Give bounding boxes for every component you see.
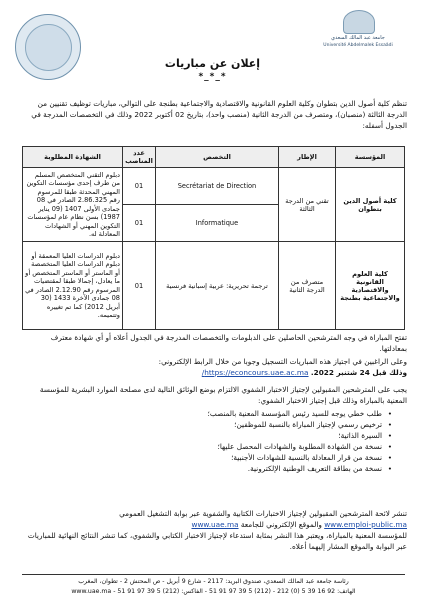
- col-grade: الإطار: [279, 147, 336, 168]
- table-cell: تقني من الدرجة الثالثة: [279, 168, 336, 242]
- publication-paragraph: [22, 508, 407, 552]
- table-cell: متصرف من الدرجة الثانية: [279, 242, 336, 330]
- title-separator: *_*_*: [198, 72, 227, 82]
- table-cell: 01: [123, 205, 156, 242]
- positions-table: [22, 146, 405, 330]
- university-link[interactable]: www.uae.ma: [191, 520, 239, 529]
- publication-line1: تنشر لائحة المترشحين المقبولين لإجتياز الاختبارات الكتابية والشفوية عبر بوابة التشغيل العمومي: [119, 509, 407, 518]
- col-specialty: التخصص: [156, 147, 279, 168]
- table-cell: دبلوم التقني المتخصص المسلم من طرف إحدى مؤسسات التكوين المهني المحدثة طبقا للمرسوم رقم 2.86.325 الصادر في 08 جمادى الأولى 1407 (09 يناير 1987) بسن نظام عام لمؤسسات التكوين المهني أو الشهادات المعادلة له.: [23, 168, 123, 242]
- registration-paragraph: [22, 356, 407, 378]
- list-item: • نسخة من بطاقة التعريف الوطنية الإلكترونية.: [22, 463, 392, 474]
- table-cell: كلية العلوم القانونية والاقتصادية والاجتماعية بطنجة: [336, 242, 405, 330]
- documents-intro: يجب على المترشحين المقبولين لإجتياز الاختبار الشفوي الالتزام بوضع الوثائق التالية لدى مصلحة الموارد البشرية للمؤسسة المعنية بالمباراة وذلك قبل إجتياز الاختبار الشفوي:: [39, 385, 407, 405]
- publication-line2: والموقع الإلكتروني للجامعة: [240, 520, 322, 529]
- publication-line3: للمؤسسة المعنية بالمباراة، ويعتبر هذا النشر بمثابة استدعاء لإجتياز الاختبار الكتابي والشفوي، كما تنشر النتائج النهائية للمباريات عبر البوابة والموقع المشار إليهما أعلاه.: [27, 531, 407, 551]
- table-cell: 01: [123, 168, 156, 205]
- logo-mark-icon: [343, 10, 375, 34]
- logo-text-fr: Université Abdelmalek Essaâdi: [323, 43, 393, 48]
- table-cell: كلية أصول الدين بتطوان: [336, 168, 405, 242]
- list-item: • طلب خطي يوجه للسيد رئيس المؤسسة المعنية بالمنصب؛: [22, 408, 392, 419]
- footer-address: رئاسة جامعة عبد المالك السعدي، صندوق البريد: 2117 - شارع 9 أبريل - ص المحتش 2 - تطوان، المغرب: [78, 578, 349, 585]
- table-cell: ترجمة تحريرية: عربية إسبانية فرنسية: [156, 242, 279, 330]
- table-cell: Secrétariat de Direction: [156, 168, 279, 205]
- footer-divider: [22, 574, 405, 575]
- logo-text-ar: جامعة عبد المالك السعدي: [331, 35, 385, 41]
- table-cell: 01: [123, 242, 156, 330]
- col-diploma: الشهادة المطلوبة: [23, 147, 123, 168]
- table-cell: دبلوم الدراسات العليا المعمقة أو دبلوم الدراسات العليا المتخصصة أو الماستر أو الماستر المتخصص أو ما يعادل، إجمالا طبقا لمقتضيات المرسوم رقم 2.12.90 الصادر في 08 جمادى الآخرة 1433 (30 أبريل 2012) كما تم تغييره وتتميمه.: [23, 242, 123, 330]
- page-title: إعلان عن مباريات: [164, 57, 261, 70]
- list-item: • السيرة الذاتية؛: [22, 430, 392, 441]
- deadline-text: وذلك قبل 24 شتنبر 2022.: [310, 368, 407, 377]
- list-item: • نسخة من الشهادة المطلوبة والشهادات المحصل عليها؛: [22, 441, 392, 452]
- col-count: عدد المناصب: [123, 147, 156, 168]
- eligibility-paragraph: تفتح المباراة في وجه المترشحين الحاصلين على الدبلومات والتخصصات المدرجة في الجدول أعلاه أو أي شهادة معترف بمعادلتها.: [50, 333, 407, 353]
- registration-link[interactable]: https://econcours.uae.ac.ma/: [201, 368, 309, 377]
- documents-list: [22, 408, 392, 474]
- university-logo: [315, 10, 401, 58]
- col-institution: المؤسسة: [336, 147, 405, 168]
- list-item: • نسخة من قرار المعادلة بالنسبة للشهادات الأجنبية؛: [22, 452, 392, 463]
- university-seal-logo: [15, 14, 81, 80]
- intro-paragraph: تنظم كلية أصول الدين بتطوان وكلية العلوم القانونية والاقتصادية والاجتماعية بطنجة على التوالي، مباريات توظيف تقنيين من الدرجة الثالثة (منصبان)، ومتصرف من الدرجة الثانية (منصب واحد)، بتاريخ 02 أكتوبر 2022 وذلك في التخصصات المدرجة في الجدول أسفله:: [31, 99, 407, 130]
- registration-text: وعلى الراغبين في اجتياز هذه المباريات التسجيل وجوبا من خلال الرابط الإلكتروني:: [158, 357, 407, 366]
- table-cell: Informatique: [156, 205, 279, 242]
- footer-contact: الهاتف: 92 16 39 5 (0) 212 - (212) 5 39 97 91 51 - الفاكس: (212) 5 39 97 91 51 - www.uae.ma: [71, 588, 356, 595]
- emploi-public-link[interactable]: www.emploi-public.ma: [324, 520, 407, 529]
- list-item: • ترخيص رسمي لإجتياز المباراة بالنسبة للموظفين؛: [22, 419, 392, 430]
